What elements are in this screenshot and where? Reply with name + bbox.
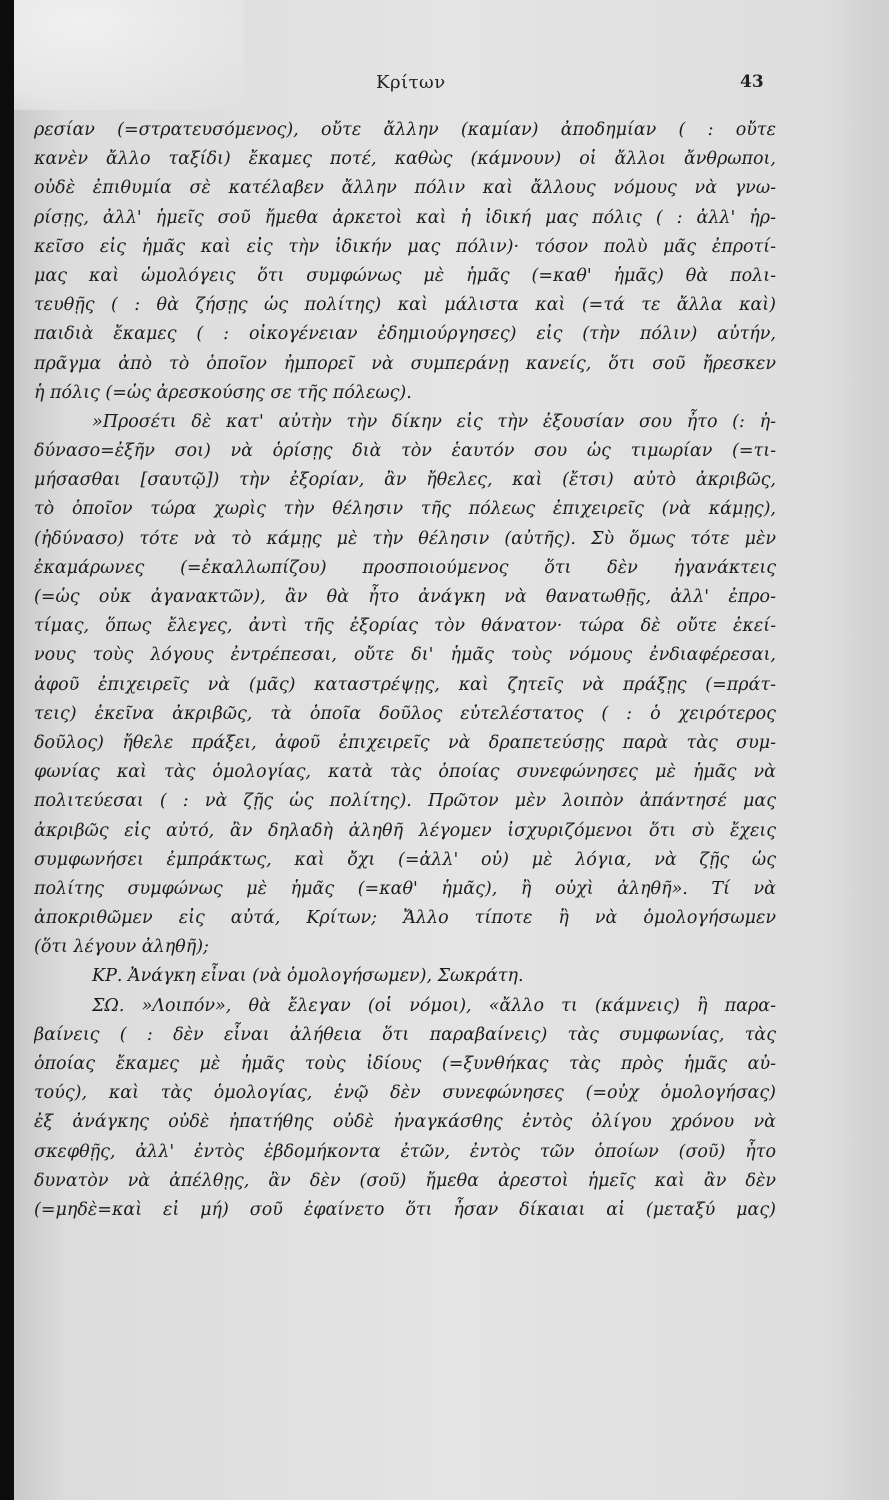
page-number: 43: [740, 72, 764, 92]
text-line: ἐκαμάρωνες (=ἐκαλλωπίζου) προσποιούμενος ὅτι δὲν ἠγανάκτεις: [34, 557, 776, 578]
text-line: συμφωνήσει ἐμπράκτως, καὶ ὄχι (=ἀλλ' οὐ) μὲ λόγια, νὰ ζῇς ὡς: [34, 849, 776, 870]
text-line: φωνίας καὶ τὰς ὁμολογίας, κατὰ τὰς ὁποίας συνεφώνησες μὲ ἡμᾶς νὰ: [34, 762, 776, 783]
book-page: [14, 0, 889, 1500]
text-line: ἐξ ἀνάγκης οὐδὲ ἠπατήθης οὐδὲ ἠναγκάσθης ἐντὸς ὀλίγου χρόνου νὰ: [34, 1112, 776, 1133]
page-header: [14, 72, 889, 102]
text-line: δοῦλος) ἤθελε πράξει, ἀφοῦ ἐπιχειρεῖς νὰ δραπετεύσῃς παρὰ τὰς συμ-: [34, 732, 776, 753]
text-line: ὁποίας ἔκαμες μὲ ἡμᾶς τοὺς ἰδίους (=ξυνθήκας τὰς πρὸς ἡμᾶς αὐ-: [34, 1054, 776, 1074]
text-line: τευθῇς ( : θὰ ζήσῃς ὡς πολίτης) καὶ μάλιστα καὶ (=τά τε ἄλλα καὶ): [34, 295, 776, 316]
text-line: τούς), καὶ τὰς ὁμολογίας, ἐνῷ δὲν συνεφώνησες (=οὐχ ὁμολογήσας): [34, 1083, 776, 1104]
text-line: σκεφθῇς, ἀλλ' ἐντὸς ἑβδομήκοντα ἐτῶν, ἐντὸς τῶν ὁποίων (σοῦ) ἦτο: [34, 1141, 776, 1162]
text-line: τὸ ὁποῖον τώρα χωρὶς τὴν θέλησιν τῆς πόλεως ἐπιχειρεῖς (νὰ κάμῃς),: [34, 499, 776, 520]
running-title: Κρίτων: [376, 72, 446, 93]
text-line: ΚΡ. Ἀνάγκη εἶναι (νὰ ὁμολογήσωμεν), Σωκράτη.: [92, 966, 524, 987]
text-line: (ἠδύνασο) τότε νὰ τὸ κάμῃς μὲ τὴν θέλησιν (αὐτῆς). Σὺ ὅμως τότε μὲν: [34, 528, 776, 549]
text-line: ἀποκριθῶμεν εἰς αὐτά, Κρίτων; Ἄλλο τίποτε ἢ νὰ ὁμολογήσωμεν: [34, 908, 776, 929]
text-line: τίμας, ὅπως ἔλεγες, ἀντὶ τῆς ἐξορίας τὸν θάνατον· τώρα δὲ οὔτε ἐκεί-: [34, 616, 776, 637]
text-line: οὐδὲ ἐπιθυμία σὲ κατέλαβεν ἄλλην πόλιν καὶ ἄλλους νόμους νὰ γνω-: [34, 178, 776, 199]
text-line: κανὲν ἄλλο ταξίδι) ἔκαμες ποτέ, καθὼς (κάμνουν) οἱ ἄλλοι ἄνθρωποι,: [34, 149, 776, 170]
text-line: δυνατὸν νὰ ἀπέλθῃς, ἂν δὲν (σοῦ) ἤμεθα ἀρεστοὶ ἡμεῖς καὶ ἂν δὲν: [34, 1170, 776, 1191]
text-line: μήσασθαι [σαυτῷ]) τὴν ἐξορίαν, ἂν ἤθελες, καὶ (ἔτσι) αὐτὸ ἀκριβῶς,: [34, 470, 776, 491]
text-line: (ὅτι λέγουν ἀληθῆ);: [34, 937, 209, 958]
text-line: πολιτεύεσαι ( : νὰ ζῇς ὡς πολίτης). Πρῶτον μὲν λοιπὸν ἀπάντησέ μας: [34, 791, 776, 812]
text-line: τεις) ἐκεῖνα ἀκριβῶς, τὰ ὁποῖα δοῦλος εὐτελέστατος ( : ὁ χειρότερος: [34, 703, 776, 724]
text-line: νους τοὺς λόγους ἐντρέπεσαι, οὔτε δι' ἡμᾶς τοὺς νόμους ἐνδιαφέρεσαι,: [34, 645, 776, 666]
text-line: »Προσέτι δὲ κατ' αὐτὴν τὴν δίκην εἰς τὴν ἐξουσίαν σου ἦτο (: ἠ-: [92, 411, 776, 432]
text-line: δύνασο=ἐξῆν σοι) νὰ ὁρίσῃς διὰ τὸν ἑαυτόν σου ὡς τιμωρίαν (=τι-: [34, 441, 776, 462]
text-line: μας καὶ ὡμολόγεις ὅτι συμφώνως μὲ ἡμᾶς (=καθ' ἡμᾶς) θὰ πολι-: [34, 265, 776, 286]
text-line: πολίτης συμφώνως μὲ ἡμᾶς (=καθ' ἡμᾶς), ἢ οὐχὶ ἀληθῆ». Τί νὰ: [34, 878, 776, 899]
text-line: ρεσίαν (=στρατευσόμενος), οὔτε ἄλλην (καμίαν) ἀποδημίαν ( : οὔτε: [34, 120, 776, 140]
text-line: πρᾶγμα ἀπὸ τὸ ὁποῖον ἠμπορεῖ νὰ συμπεράνῃ κανείς, ὅτι σοῦ ἤρεσκεν: [34, 353, 776, 374]
text-line: (=ὡς οὐκ ἀγανακτῶν), ἂν θὰ ἦτο ἀνάγκη νὰ θανατωθῇς, ἀλλ' ἐπρο-: [34, 587, 776, 607]
text-line: (=μηδὲ=καὶ εἰ μή) σοῦ ἐφαίνετο ὅτι ἦσαν δίκαιαι αἱ (μεταξύ μας): [34, 1199, 776, 1220]
body-text: [34, 116, 776, 1225]
text-line: ΣΩ. »Λοιπόν», θὰ ἔλεγαν (οἱ νόμοι), «ἄλλο τι (κάμνεις) ἢ παρα-: [92, 995, 776, 1016]
text-line: παιδιὰ ἔκαμες ( : οἰκογένειαν ἐδημιούργησες) εἰς (τὴν πόλιν) αὐτήν,: [34, 324, 776, 345]
text-line: ρίσῃς, ἀλλ' ἡμεῖς σοῦ ἤμεθα ἀρκετοὶ καὶ ἡ ἰδική μας πόλις ( : ἀλλ' ἠρ-: [34, 207, 776, 228]
text-line: ἀφοῦ ἐπιχειρεῖς νὰ (μᾶς) καταστρέψῃς, καὶ ζητεῖς νὰ πράξῃς (=πράτ-: [34, 674, 776, 695]
text-line: ἀκριβῶς εἰς αὐτό, ἂν δηλαδὴ ἀληθῆ λέγομεν ἰσχυριζόμενοι ὅτι σὺ ἔχεις: [34, 820, 776, 841]
text-line: ἡ πόλις (=ὡς ἀρεσκούσης σε τῆς πόλεως).: [34, 382, 412, 403]
text-line: βαίνεις ( : δὲν εἶναι ἀλήθεια ὅτι παραβαίνεις) τὰς συμφωνίας, τὰς: [34, 1024, 776, 1045]
text-line: κεῖσο εἰς ἡμᾶς καὶ εἰς τὴν ἰδικήν μας πόλιν)· τόσον πολὺ μᾶς ἐπροτί-: [34, 236, 776, 257]
